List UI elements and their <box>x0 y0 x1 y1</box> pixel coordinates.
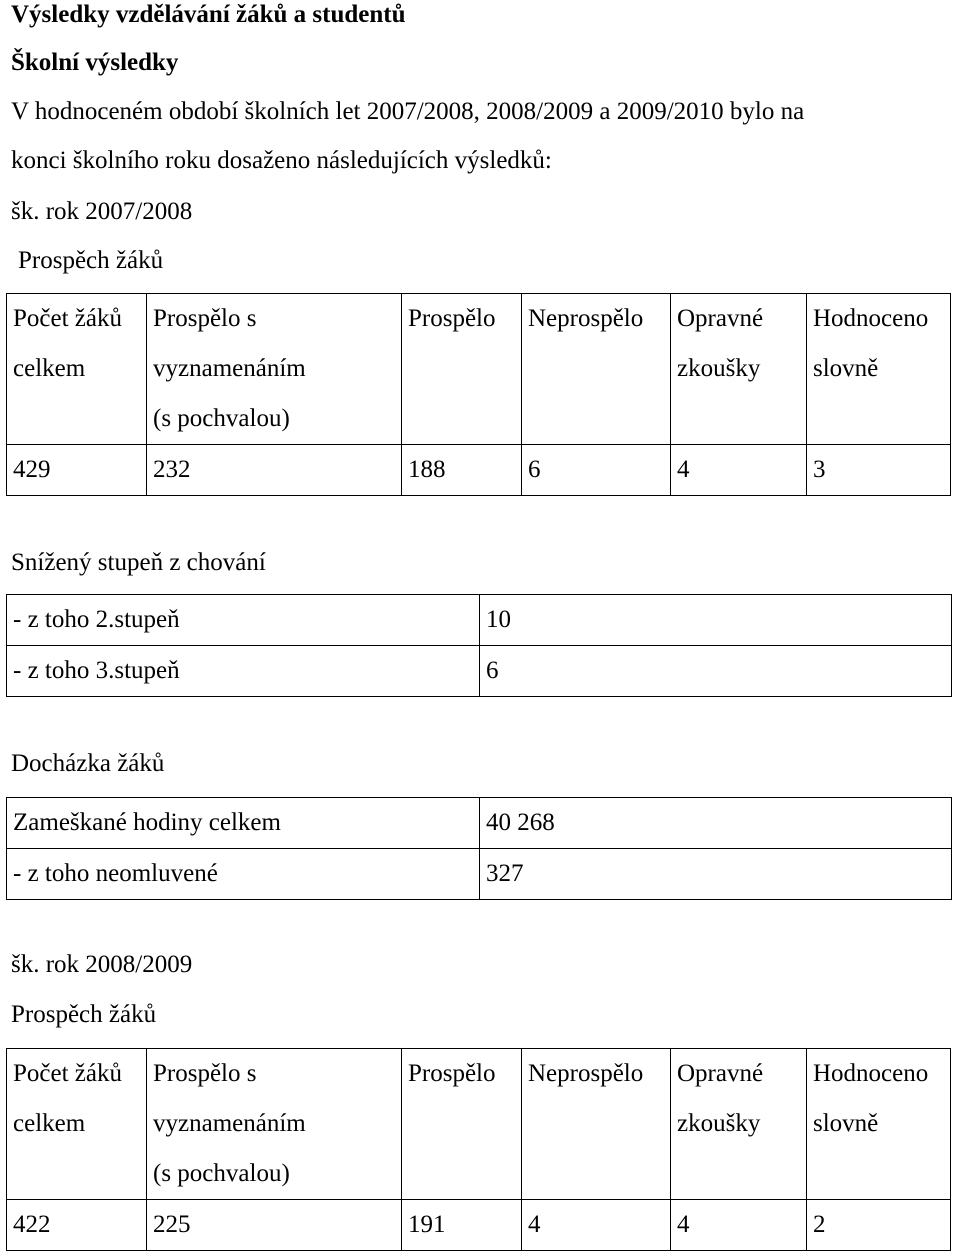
header-cell-verbal <box>807 294 951 445</box>
behavior-value-cell <box>480 595 952 646</box>
header-cell-passed <box>402 294 522 445</box>
attendance-value-cell <box>480 798 952 849</box>
value-cell <box>671 1200 807 1251</box>
behavior-label-cell <box>7 646 480 697</box>
table-row <box>7 595 952 646</box>
header-text: (s pochvalou) <box>153 405 290 432</box>
header-text: Počet žáků <box>13 305 122 332</box>
header-text: Hodnoceno <box>813 305 929 332</box>
row-value: 40 268 <box>486 809 555 836</box>
intro-line-2: konci školního roku dosaženo následujících výsledků: <box>11 147 552 174</box>
header-text: Prospělo <box>408 1060 496 1087</box>
header-text: Hodnoceno <box>813 1060 929 1087</box>
header-text: Prospělo s <box>153 1060 257 1087</box>
header-text: Počet žáků <box>13 1060 122 1087</box>
year1-behavior-title: Snížený stupeň z chování <box>11 549 266 576</box>
header-cell-failed <box>522 294 671 445</box>
value-cell <box>147 1200 402 1251</box>
table-row <box>7 646 952 697</box>
row-label: - z toho 3.stupeň <box>13 657 180 684</box>
row-value: 327 <box>486 860 524 887</box>
header-cell-failed <box>522 1049 671 1200</box>
value-cell <box>402 1200 522 1251</box>
year1-title: šk. rok 2007/2008 <box>11 198 193 225</box>
table-header-row <box>7 1049 951 1200</box>
table-row <box>7 1200 951 1251</box>
year2-results-table <box>6 1048 951 1251</box>
value-cell <box>807 1200 951 1251</box>
value-text: 4 <box>677 456 690 483</box>
year1-attendance-title: Docházka žáků <box>11 750 165 777</box>
value-text: 429 <box>13 456 51 483</box>
value-text: 4 <box>528 1211 541 1238</box>
sub-heading: Školní výsledky <box>11 49 179 76</box>
value-cell <box>7 1200 147 1251</box>
header-text: slovně <box>813 355 879 382</box>
header-text: celkem <box>13 355 86 382</box>
row-label: - z toho neomluvené <box>13 860 218 887</box>
value-cell <box>522 445 671 496</box>
header-cell-retakes <box>671 294 807 445</box>
header-text: vyznamenáním <box>153 1110 306 1137</box>
header-text: Prospělo s <box>153 305 257 332</box>
row-label: - z toho 2.stupeň <box>13 606 180 633</box>
header-text: zkoušky <box>677 1110 761 1137</box>
behavior-value-cell <box>480 646 952 697</box>
header-cell-passed <box>402 1049 522 1200</box>
header-cell-honors <box>147 1049 402 1200</box>
header-cell-total <box>7 294 147 445</box>
row-value: 6 <box>486 657 499 684</box>
value-text: 2 <box>813 1211 826 1238</box>
year1-behavior-table <box>6 594 952 697</box>
header-text: Neprospělo <box>528 1060 644 1087</box>
main-heading: Výsledky vzdělávání žáků a studentů <box>11 1 406 28</box>
year1-attendance-table <box>6 797 952 900</box>
header-text: slovně <box>813 1110 879 1137</box>
header-text: Prospělo <box>408 305 496 332</box>
behavior-label-cell <box>7 595 480 646</box>
row-value: 10 <box>486 606 511 633</box>
year1-prospech-title: Prospěch žáků <box>18 247 164 274</box>
value-text: 225 <box>153 1211 191 1238</box>
header-text: Opravné <box>677 305 764 332</box>
value-text: 4 <box>677 1211 690 1238</box>
header-cell-total <box>7 1049 147 1200</box>
header-text: Opravné <box>677 1060 764 1087</box>
value-text: 3 <box>813 456 826 483</box>
table-header-row <box>7 294 951 445</box>
value-cell <box>522 1200 671 1251</box>
attendance-value-cell <box>480 849 952 900</box>
value-text: 232 <box>153 456 191 483</box>
header-text: Neprospělo <box>528 305 644 332</box>
table-row <box>7 798 952 849</box>
value-text: 191 <box>408 1211 446 1238</box>
row-label: Zameškané hodiny celkem <box>13 809 281 836</box>
header-cell-verbal <box>807 1049 951 1200</box>
header-text: (s pochvalou) <box>153 1160 290 1187</box>
attendance-label-cell <box>7 849 480 900</box>
year2-prospech-title: Prospěch žáků <box>11 1001 157 1028</box>
header-cell-retakes <box>671 1049 807 1200</box>
intro-line-1: V hodnoceném období školních let 2007/2008, 2008/2009 a 2009/2010 bylo na <box>11 98 805 125</box>
attendance-label-cell <box>7 798 480 849</box>
value-cell <box>7 445 147 496</box>
value-cell <box>147 445 402 496</box>
table-row <box>7 445 951 496</box>
value-cell <box>807 445 951 496</box>
header-text: celkem <box>13 1110 86 1137</box>
year2-title: šk. rok 2008/2009 <box>11 951 193 978</box>
value-text: 6 <box>528 456 541 483</box>
value-text: 188 <box>408 456 446 483</box>
year1-results-table <box>6 293 951 496</box>
header-text: zkoušky <box>677 355 761 382</box>
value-cell <box>402 445 522 496</box>
table-row <box>7 849 952 900</box>
header-text: vyznamenáním <box>153 355 306 382</box>
header-cell-honors <box>147 294 402 445</box>
value-text: 422 <box>13 1211 51 1238</box>
value-cell <box>671 445 807 496</box>
